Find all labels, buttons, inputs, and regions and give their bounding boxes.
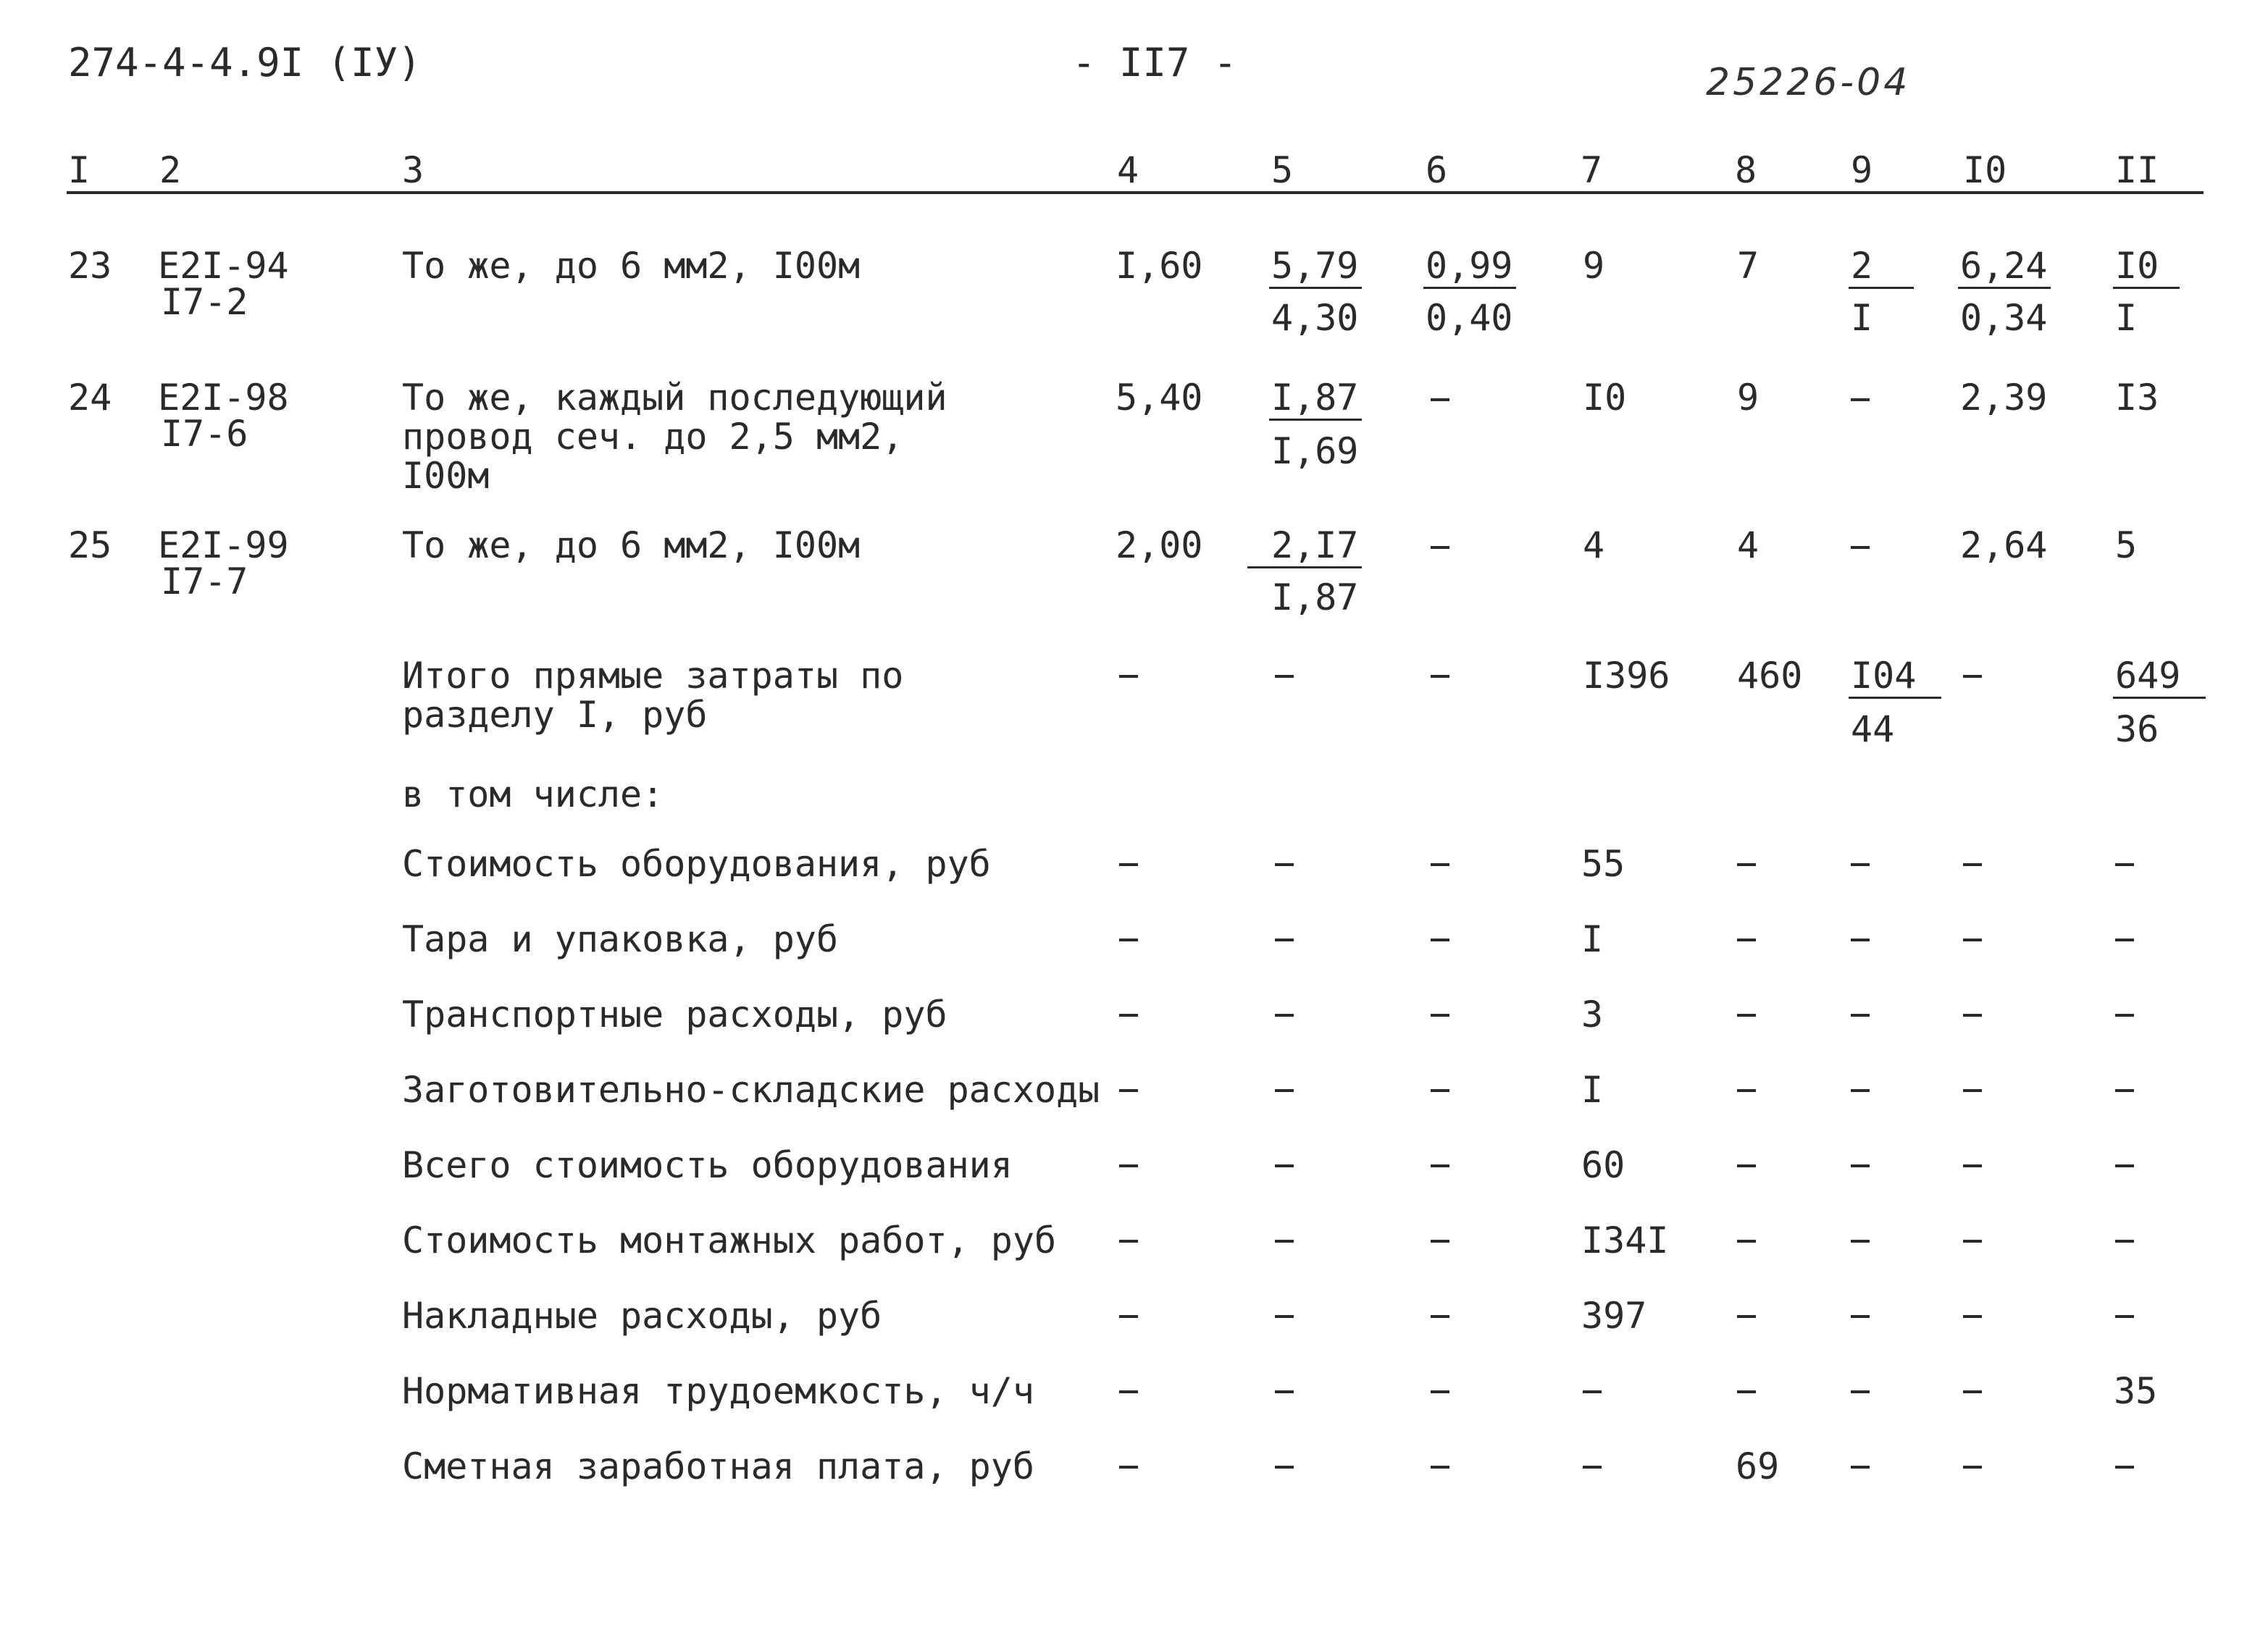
empty-cell-dash <box>1275 1240 1294 1243</box>
summary-row-label: Накладные расходы, руб <box>402 1295 882 1337</box>
empty-cell-dash <box>2115 1315 2134 1318</box>
empty-cell-dash <box>1737 1240 1756 1243</box>
empty-cell-dash <box>1119 1164 1138 1167</box>
empty-cell-dash <box>1275 1466 1294 1469</box>
column-header-9: 9 <box>1851 149 1873 191</box>
cell-col11: 5 <box>2115 524 2138 566</box>
column-header-10: I0 <box>1963 149 2007 191</box>
column-header-1: I <box>68 149 91 191</box>
empty-cell-dash <box>1119 1089 1138 1092</box>
summary-cell-c11: 35 <box>2114 1370 2158 1412</box>
fraction-line <box>1958 287 2051 289</box>
empty-cell-dash <box>1737 863 1756 866</box>
cell-col4: I,60 <box>1116 245 1203 287</box>
empty-cell-dash <box>1963 863 1982 866</box>
summary-cell-c7: 55 <box>1581 843 1625 885</box>
empty-cell-dash <box>2115 1240 2134 1243</box>
empty-cell-dash <box>1963 1014 1982 1017</box>
empty-cell-dash <box>1851 863 1870 866</box>
total-description-line: разделу I, руб <box>402 694 708 736</box>
empty-cell-dash <box>1119 675 1138 678</box>
empty-cell-dash <box>1963 1164 1982 1167</box>
empty-cell-dash <box>1737 1390 1756 1393</box>
column-header-3: 3 <box>402 149 424 191</box>
empty-cell-dash <box>1431 675 1449 678</box>
empty-cell-dash <box>1119 1466 1138 1469</box>
cell-col11-bottom: I <box>2115 297 2138 339</box>
total-col11-bottom: 36 <box>2115 708 2159 750</box>
empty-cell-dash <box>1963 1466 1982 1469</box>
cell-col8: 4 <box>1737 524 1759 566</box>
empty-cell-dash <box>2115 1089 2134 1092</box>
empty-cell-dash <box>1431 1089 1449 1092</box>
total-col9-bottom: 44 <box>1851 708 1895 750</box>
cell-col5-bottom: I,69 <box>1271 430 1359 472</box>
empty-cell-dash <box>1851 1390 1870 1393</box>
empty-cell-dash <box>1431 863 1449 866</box>
archive-number: 25226-04 <box>1706 61 1911 104</box>
cell-col5-bottom: 4,30 <box>1271 297 1359 339</box>
empty-cell-dash <box>2115 1466 2134 1469</box>
fraction-line <box>1423 287 1516 289</box>
cell-col7: 4 <box>1583 524 1605 566</box>
summary-cell-c7: 397 <box>1581 1295 1647 1337</box>
empty-cell-dash <box>1963 1240 1982 1243</box>
row-code: E2I-99 <box>158 524 289 566</box>
cell-col8: 7 <box>1737 245 1759 287</box>
summary-row-label: Заготовительно-складские расходы <box>402 1069 1100 1111</box>
column-header-7: 7 <box>1581 149 1603 191</box>
cell-col6-top: 0,99 <box>1426 245 1513 287</box>
empty-cell-dash <box>1275 1164 1294 1167</box>
empty-cell-dash <box>1431 398 1449 401</box>
row-description-line: I00м <box>402 455 490 497</box>
cell-col7: I0 <box>1583 377 1627 419</box>
cell-col6-bottom: 0,40 <box>1426 297 1513 339</box>
empty-cell-dash <box>1583 1390 1602 1393</box>
column-header-11: II <box>2115 149 2159 191</box>
empty-cell-dash <box>1119 1315 1138 1318</box>
row-code-secondary: I7-7 <box>161 560 248 602</box>
empty-cell-dash <box>1431 1466 1449 1469</box>
cell-col9-top: 2 <box>1851 245 1873 287</box>
cell-col4: 5,40 <box>1116 377 1203 419</box>
empty-cell-dash <box>1431 1315 1449 1318</box>
fraction-line <box>1247 566 1362 568</box>
empty-cell-dash <box>1737 1164 1756 1167</box>
summary-cell-c7: I <box>1581 918 1604 960</box>
document-code: 274-4-4.9I (IУ) <box>68 40 422 85</box>
empty-cell-dash <box>1851 1315 1870 1318</box>
row-code: E2I-94 <box>158 245 289 287</box>
empty-cell-dash <box>1431 546 1449 549</box>
cell-col10-bottom: 0,34 <box>1960 297 2048 339</box>
empty-cell-dash <box>1119 863 1138 866</box>
empty-cell-dash <box>1583 1466 1602 1469</box>
empty-cell-dash <box>1119 939 1138 941</box>
fraction-line <box>1849 697 1941 699</box>
empty-cell-dash <box>1431 1390 1449 1393</box>
empty-cell-dash <box>1851 398 1870 401</box>
total-col8: 460 <box>1737 655 1803 697</box>
row-code-secondary: I7-2 <box>161 281 248 323</box>
cell-col10-top: 6,24 <box>1960 245 2048 287</box>
row-number: 23 <box>68 245 112 287</box>
empty-cell-dash <box>1275 675 1294 678</box>
empty-cell-dash <box>1737 1089 1756 1092</box>
cell-col5-top: 5,79 <box>1271 245 1359 287</box>
empty-cell-dash <box>1275 939 1294 941</box>
cell-col7: 9 <box>1583 245 1605 287</box>
row-description-line: провод сеч. до 2,5 мм2, <box>402 416 904 458</box>
empty-cell-dash <box>1737 1315 1756 1318</box>
empty-cell-dash <box>1275 863 1294 866</box>
summary-cell-c8: 69 <box>1736 1445 1780 1487</box>
empty-cell-dash <box>1431 939 1449 941</box>
cell-col9-bottom: I <box>1851 297 1873 339</box>
cell-col5-top: 2,I7 <box>1271 524 1359 566</box>
empty-cell-dash <box>1851 546 1870 549</box>
empty-cell-dash <box>1119 1240 1138 1243</box>
summary-row-label: Стоимость монтажных работ, руб <box>402 1219 1057 1261</box>
fraction-line <box>1269 287 1362 289</box>
empty-cell-dash <box>1431 1240 1449 1243</box>
fraction-line <box>2113 697 2206 699</box>
empty-cell-dash <box>2115 1164 2134 1167</box>
empty-cell-dash <box>1963 1390 1982 1393</box>
empty-cell-dash <box>1737 1014 1756 1017</box>
row-description: То же, до 6 мм2, I00м <box>402 524 861 566</box>
summary-row-label: Транспортные расходы, руб <box>402 994 947 1036</box>
empty-cell-dash <box>1851 1240 1870 1243</box>
cell-col5-top: I,87 <box>1271 377 1359 419</box>
summary-cell-c7: 3 <box>1581 994 1604 1036</box>
column-header-2: 2 <box>159 149 182 191</box>
column-header-5: 5 <box>1271 149 1294 191</box>
empty-cell-dash <box>1737 939 1756 941</box>
empty-cell-dash <box>1275 1089 1294 1092</box>
summary-cell-c7: I34I <box>1581 1219 1669 1261</box>
empty-cell-dash <box>1275 1390 1294 1393</box>
total-col11-top: 649 <box>2115 655 2181 697</box>
row-code: E2I-98 <box>158 377 289 419</box>
empty-cell-dash <box>1119 1014 1138 1017</box>
cell-col11: I3 <box>2115 377 2159 419</box>
empty-cell-dash <box>1851 939 1870 941</box>
total-col9-top: I04 <box>1851 655 1917 697</box>
fraction-line <box>2113 287 2180 289</box>
empty-cell-dash <box>2115 939 2134 941</box>
fraction-line <box>1269 419 1362 421</box>
including-label: в том числе: <box>402 773 664 815</box>
empty-cell-dash <box>2115 863 2134 866</box>
empty-cell-dash <box>1275 1315 1294 1318</box>
cell-col10: 2,64 <box>1960 524 2048 566</box>
empty-cell-dash <box>1119 1390 1138 1393</box>
cell-col11-top: I0 <box>2115 245 2159 287</box>
row-description: То же, до 6 мм2, I00м <box>402 245 861 287</box>
row-description-line: То же, каждый последующий <box>402 377 947 419</box>
empty-cell-dash <box>1275 1014 1294 1017</box>
empty-cell-dash <box>1431 1014 1449 1017</box>
summary-row-label: Стоимость оборудования, руб <box>402 843 991 885</box>
row-number: 25 <box>68 524 112 566</box>
empty-cell-dash <box>1851 1089 1870 1092</box>
empty-cell-dash <box>1431 1164 1449 1167</box>
row-number: 24 <box>68 377 112 419</box>
fraction-line <box>1849 287 1914 289</box>
empty-cell-dash <box>1851 1164 1870 1167</box>
empty-cell-dash <box>1851 1466 1870 1469</box>
cell-col10: 2,39 <box>1960 377 2048 419</box>
page-number: - II7 - <box>1072 40 1237 85</box>
cell-col8: 9 <box>1737 377 1759 419</box>
cell-col4: 2,00 <box>1116 524 1203 566</box>
empty-cell-dash <box>1963 1089 1982 1092</box>
empty-cell-dash <box>2115 1014 2134 1017</box>
row-code-secondary: I7-6 <box>161 413 248 455</box>
cell-col5-bottom: I,87 <box>1271 576 1359 618</box>
total-col7: I396 <box>1583 655 1670 697</box>
header-rule <box>67 191 2204 194</box>
summary-row-label: Нормативная трудоемкость, ч/ч <box>402 1370 1034 1412</box>
empty-cell-dash <box>1963 1315 1982 1318</box>
column-header-8: 8 <box>1735 149 1757 191</box>
summary-row-label: Тара и упаковка, руб <box>402 918 839 960</box>
summary-row-label: Сметная заработная плата, руб <box>402 1445 1034 1487</box>
empty-cell-dash <box>1963 939 1982 941</box>
total-description-line: Итого прямые затраты по <box>402 655 904 697</box>
empty-cell-dash <box>1963 675 1982 678</box>
summary-cell-c7: 60 <box>1581 1144 1625 1186</box>
summary-row-label: Всего стоимость оборудования <box>402 1144 1013 1186</box>
empty-cell-dash <box>1851 1014 1870 1017</box>
summary-cell-c7: I <box>1581 1069 1604 1111</box>
column-header-6: 6 <box>1426 149 1448 191</box>
column-header-4: 4 <box>1117 149 1139 191</box>
